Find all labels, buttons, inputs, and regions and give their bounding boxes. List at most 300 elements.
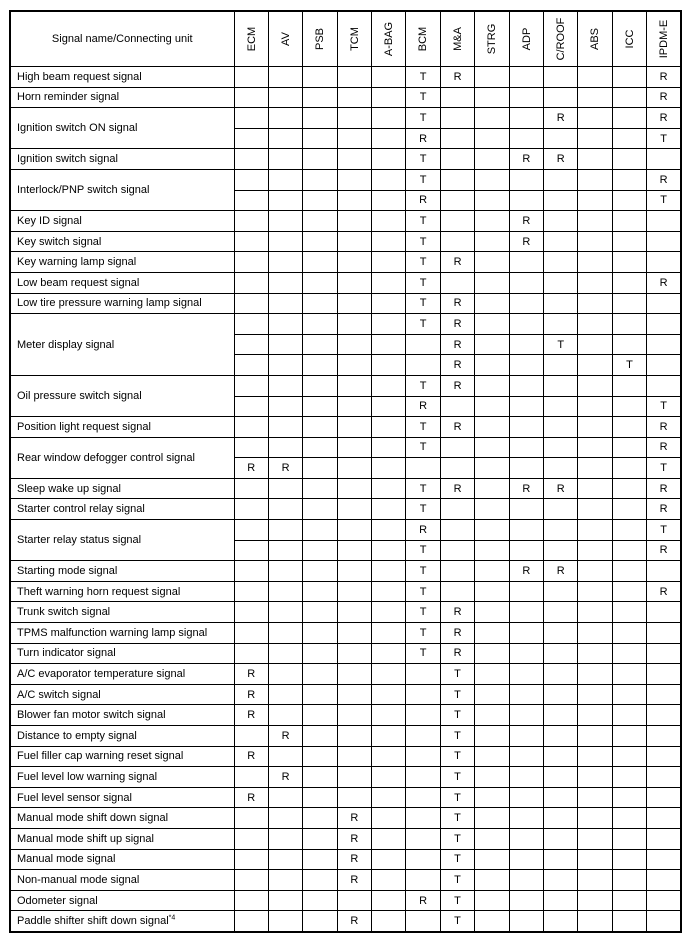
table-row xyxy=(10,67,681,88)
signal-cell xyxy=(440,540,474,561)
signal-cell xyxy=(337,726,371,747)
signal-cell xyxy=(544,437,578,458)
signal-cell xyxy=(544,890,578,911)
signal-cell xyxy=(578,417,612,438)
signal-cell xyxy=(337,499,371,520)
signal-cell xyxy=(303,211,337,232)
table-row xyxy=(10,561,681,582)
signal-cell: R xyxy=(647,87,681,108)
signal-cell xyxy=(578,108,612,129)
unit-header-abs xyxy=(578,11,612,67)
signal-cell xyxy=(372,787,406,808)
signal-cell: T xyxy=(406,252,440,273)
signal-cell xyxy=(268,643,302,664)
signal-cell xyxy=(234,643,268,664)
signal-cell xyxy=(475,602,509,623)
signal-cell: T xyxy=(406,643,440,664)
table-row xyxy=(10,808,681,829)
signal-cell: T xyxy=(406,623,440,644)
signal-name-cell xyxy=(10,684,234,705)
signal-name: Fuel level low warning signal xyxy=(17,770,158,783)
signal-cell xyxy=(509,767,543,788)
signal-cell xyxy=(612,684,646,705)
table-row xyxy=(10,602,681,623)
signal-name: Fuel filler cap warning reset signal xyxy=(17,750,184,763)
signal-cell xyxy=(544,726,578,747)
signal-cell xyxy=(612,149,646,170)
signal-cell: R xyxy=(440,355,474,376)
signal-cell: R xyxy=(440,602,474,623)
signal-cell xyxy=(578,746,612,767)
signal-name: Ignition switch ON signal xyxy=(17,122,138,135)
signal-cell xyxy=(372,355,406,376)
table-row xyxy=(10,375,681,396)
signal-cell xyxy=(578,705,612,726)
signal-cell xyxy=(509,581,543,602)
signal-cell: T xyxy=(406,602,440,623)
signal-cell xyxy=(268,293,302,314)
signal-cell xyxy=(509,520,543,541)
signal-cell xyxy=(337,664,371,685)
signal-cell xyxy=(509,890,543,911)
signal-cell xyxy=(337,169,371,190)
unit-header-c-roof xyxy=(544,11,578,67)
signal-cell: T xyxy=(440,849,474,870)
signal-cell xyxy=(544,355,578,376)
signal-cell: R xyxy=(440,334,474,355)
signal-name: A/C evaporator temperature signal xyxy=(17,668,186,681)
signal-cell xyxy=(578,169,612,190)
signal-cell xyxy=(578,314,612,335)
signal-cell: R xyxy=(509,211,543,232)
signal-cell xyxy=(234,128,268,149)
signal-cell xyxy=(406,334,440,355)
signal-cell xyxy=(303,664,337,685)
signal-cell xyxy=(372,623,406,644)
signal-cell xyxy=(647,664,681,685)
signal-name: Manual mode shift up signal xyxy=(17,832,154,845)
signal-cell: T xyxy=(647,458,681,479)
signal-cell xyxy=(612,293,646,314)
signal-cell xyxy=(268,375,302,396)
signal-cell xyxy=(647,252,681,273)
signal-cell xyxy=(509,355,543,376)
signal-cell xyxy=(234,231,268,252)
signal-cell xyxy=(612,375,646,396)
signal-cell xyxy=(475,520,509,541)
signal-cell xyxy=(475,746,509,767)
signal-cell xyxy=(612,767,646,788)
unit-header-label: ECM xyxy=(245,26,258,52)
signal-cell xyxy=(544,643,578,664)
signal-cell xyxy=(440,272,474,293)
signal-cell xyxy=(406,746,440,767)
signal-cell xyxy=(578,767,612,788)
signal-name: Non-manual mode signal xyxy=(17,873,140,886)
unit-header-label: BCM xyxy=(417,26,430,52)
signal-cell: R xyxy=(647,437,681,458)
signal-cell xyxy=(268,705,302,726)
signal-cell xyxy=(509,334,543,355)
signal-cell: R xyxy=(234,684,268,705)
signal-cell xyxy=(647,293,681,314)
signal-cell xyxy=(337,643,371,664)
signal-cell: R xyxy=(234,746,268,767)
signal-cell xyxy=(372,520,406,541)
signal-cell: R xyxy=(440,643,474,664)
signal-cell xyxy=(337,581,371,602)
signal-cell xyxy=(612,664,646,685)
signal-cell: T xyxy=(647,520,681,541)
signal-cell xyxy=(544,540,578,561)
signal-cell xyxy=(337,252,371,273)
signal-name: Distance to empty signal xyxy=(17,729,137,742)
signal-name: Sleep wake up signal xyxy=(17,482,121,495)
signal-cell: T xyxy=(440,911,474,932)
signal-cell xyxy=(578,643,612,664)
signal-cell xyxy=(268,808,302,829)
signal-cell: R xyxy=(544,478,578,499)
table-row xyxy=(10,623,681,644)
signal-cell xyxy=(647,808,681,829)
signal-cell xyxy=(612,602,646,623)
signal-cell xyxy=(578,684,612,705)
signal-cell xyxy=(337,128,371,149)
signal-cell xyxy=(303,314,337,335)
signal-cell xyxy=(372,458,406,479)
signal-cell xyxy=(578,437,612,458)
signal-cell xyxy=(475,396,509,417)
signal-cell xyxy=(578,890,612,911)
signal-cell xyxy=(475,211,509,232)
signal-cell xyxy=(303,499,337,520)
signal-cell xyxy=(303,643,337,664)
unit-header-label: IPDM-E xyxy=(658,19,671,59)
signal-cell xyxy=(268,169,302,190)
signal-cell: T xyxy=(440,870,474,891)
signal-name: Theft warning horn request signal xyxy=(17,585,181,598)
signal-cell xyxy=(612,890,646,911)
signal-cell: R xyxy=(440,417,474,438)
signal-cell xyxy=(440,396,474,417)
signal-cell xyxy=(475,314,509,335)
signal-name-cell xyxy=(10,726,234,747)
signal-cell xyxy=(475,375,509,396)
signal-cell: R xyxy=(234,664,268,685)
signal-cell xyxy=(372,911,406,932)
signal-cell: T xyxy=(440,684,474,705)
signal-cell xyxy=(303,169,337,190)
signal-cell: R xyxy=(406,396,440,417)
signal-cell xyxy=(234,767,268,788)
signal-cell xyxy=(372,561,406,582)
unit-header-label: PSB xyxy=(314,28,327,51)
signal-cell xyxy=(268,314,302,335)
signal-cell: R xyxy=(544,149,578,170)
signal-cell xyxy=(509,499,543,520)
signal-cell xyxy=(578,540,612,561)
signal-cell xyxy=(647,334,681,355)
signal-name-cell xyxy=(10,437,234,478)
signal-cell xyxy=(647,870,681,891)
signal-cell xyxy=(337,87,371,108)
table-row xyxy=(10,87,681,108)
signal-cell xyxy=(578,67,612,88)
signal-cell xyxy=(544,499,578,520)
signal-cell xyxy=(372,314,406,335)
signal-cell xyxy=(440,190,474,211)
signal-name-cell xyxy=(10,478,234,499)
signal-cell xyxy=(578,396,612,417)
signal-cell xyxy=(475,417,509,438)
signal-cell xyxy=(509,911,543,932)
signal-cell xyxy=(647,726,681,747)
signal-cell xyxy=(612,128,646,149)
signal-cell xyxy=(647,355,681,376)
signal-cell xyxy=(406,664,440,685)
signal-cell xyxy=(337,231,371,252)
signal-cell xyxy=(544,849,578,870)
signal-name: Horn reminder signal xyxy=(17,91,120,104)
signal-cell xyxy=(509,190,543,211)
signal-cell xyxy=(372,334,406,355)
signal-cell: T xyxy=(406,375,440,396)
signal-cell: T xyxy=(406,87,440,108)
signal-cell xyxy=(647,890,681,911)
signal-name-cell xyxy=(10,272,234,293)
signal-cell xyxy=(612,849,646,870)
signal-cell xyxy=(372,396,406,417)
signal-cell xyxy=(372,252,406,273)
signal-cell: R xyxy=(440,314,474,335)
signal-cell xyxy=(234,890,268,911)
signal-name: Starting mode signal xyxy=(17,565,118,578)
signal-cell: R xyxy=(440,252,474,273)
signal-cell: R xyxy=(440,293,474,314)
signal-cell xyxy=(440,169,474,190)
signal-cell xyxy=(578,478,612,499)
signal-cell xyxy=(475,128,509,149)
signal-cell xyxy=(303,108,337,129)
table-row xyxy=(10,684,681,705)
signal-cell xyxy=(475,272,509,293)
signal-name: Blower fan motor switch signal xyxy=(17,709,166,722)
signal-cell xyxy=(647,561,681,582)
signal-name-cell xyxy=(10,911,234,932)
signal-cell: T xyxy=(406,561,440,582)
signal-name: Manual mode signal xyxy=(17,853,116,866)
signal-cell xyxy=(234,870,268,891)
unit-header-tcm xyxy=(337,11,371,67)
signal-cell xyxy=(544,87,578,108)
table-row xyxy=(10,520,681,541)
signal-cell xyxy=(578,726,612,747)
unit-header-label: ICC xyxy=(623,29,636,49)
signal-cell xyxy=(372,705,406,726)
signal-cell xyxy=(647,911,681,932)
signal-cell xyxy=(372,808,406,829)
table-row xyxy=(10,108,681,129)
signal-cell xyxy=(544,705,578,726)
signal-name: Low tire pressure warning lamp signal xyxy=(17,297,202,310)
signal-cell xyxy=(612,437,646,458)
signal-cell xyxy=(612,705,646,726)
header-row xyxy=(10,11,681,67)
signal-cell xyxy=(440,499,474,520)
signal-cell xyxy=(544,458,578,479)
signal-cell xyxy=(406,458,440,479)
signal-cell xyxy=(303,417,337,438)
signal-cell xyxy=(234,252,268,273)
signal-cell xyxy=(509,458,543,479)
signal-name-cell xyxy=(10,746,234,767)
signal-cell xyxy=(612,67,646,88)
signal-cell xyxy=(303,272,337,293)
signal-cell xyxy=(303,911,337,932)
signal-cell xyxy=(268,870,302,891)
signal-name: Key ID signal xyxy=(17,214,82,227)
signal-cell xyxy=(509,169,543,190)
unit-header-av xyxy=(268,11,302,67)
signal-cell xyxy=(303,458,337,479)
signal-cell xyxy=(544,684,578,705)
signal-cell xyxy=(475,870,509,891)
signal-name: TPMS malfunction warning lamp signal xyxy=(17,626,208,639)
signal-cell: R xyxy=(440,375,474,396)
table-row xyxy=(10,272,681,293)
signal-cell xyxy=(268,581,302,602)
signal-cell xyxy=(268,190,302,211)
unit-header-psb xyxy=(303,11,337,67)
signal-name-cell xyxy=(10,664,234,685)
signal-cell xyxy=(234,334,268,355)
signal-cell xyxy=(268,128,302,149)
signal-cell xyxy=(337,437,371,458)
signal-cell xyxy=(234,561,268,582)
signal-cell xyxy=(406,828,440,849)
signal-cell xyxy=(234,499,268,520)
signal-cell: R xyxy=(440,623,474,644)
signal-cell xyxy=(372,664,406,685)
signal-cell xyxy=(234,911,268,932)
signal-name: Ignition switch signal xyxy=(17,153,118,166)
signal-cell xyxy=(234,314,268,335)
table-row xyxy=(10,870,681,891)
signal-cell xyxy=(268,252,302,273)
table-row xyxy=(10,252,681,273)
signal-cell xyxy=(406,911,440,932)
signal-cell xyxy=(337,334,371,355)
signal-cell xyxy=(337,272,371,293)
signal-cell xyxy=(303,149,337,170)
signal-cell xyxy=(475,231,509,252)
signal-cell xyxy=(303,87,337,108)
signal-cell xyxy=(268,623,302,644)
signal-cell: T xyxy=(406,581,440,602)
signal-cell xyxy=(612,190,646,211)
signal-cell xyxy=(406,870,440,891)
table-row xyxy=(10,726,681,747)
table-row xyxy=(10,664,681,685)
signal-cell xyxy=(337,190,371,211)
signal-cell xyxy=(612,314,646,335)
signal-cell xyxy=(475,643,509,664)
unit-header-label: AV xyxy=(279,32,292,46)
signal-cell xyxy=(268,67,302,88)
signal-cell xyxy=(268,355,302,376)
signal-cell: T xyxy=(406,540,440,561)
signal-name: Position light request signal xyxy=(17,420,151,433)
signal-cell: R xyxy=(647,581,681,602)
signal-name: Turn indicator signal xyxy=(17,647,116,660)
signal-cell xyxy=(372,684,406,705)
signal-cell xyxy=(475,684,509,705)
signal-cell xyxy=(509,128,543,149)
signal-cell xyxy=(337,561,371,582)
signal-cell: T xyxy=(406,437,440,458)
signal-cell xyxy=(475,808,509,829)
signal-cell xyxy=(612,252,646,273)
signal-cell: R xyxy=(406,190,440,211)
signal-cell: T xyxy=(647,396,681,417)
signal-cell xyxy=(578,911,612,932)
signal-cell xyxy=(544,911,578,932)
signal-cell xyxy=(303,190,337,211)
signal-cell xyxy=(578,623,612,644)
signal-cell xyxy=(475,664,509,685)
signal-cell xyxy=(440,561,474,582)
signal-cell: T xyxy=(406,478,440,499)
signal-cell xyxy=(612,396,646,417)
signal-cell: T xyxy=(647,128,681,149)
signal-cell: R xyxy=(509,561,543,582)
signal-cell: R xyxy=(647,169,681,190)
signal-cell xyxy=(647,787,681,808)
signal-cell xyxy=(268,272,302,293)
signal-cell xyxy=(544,67,578,88)
signal-cell xyxy=(337,705,371,726)
signal-cell xyxy=(544,828,578,849)
signal-cell xyxy=(612,870,646,891)
signal-cell xyxy=(268,911,302,932)
signal-cell xyxy=(475,890,509,911)
unit-header-label: A-BAG xyxy=(383,21,396,57)
signal-cell xyxy=(303,890,337,911)
signal-cell xyxy=(372,602,406,623)
signal-cell xyxy=(303,355,337,376)
signal-name: A/C switch signal xyxy=(17,688,101,701)
signal-name-cell xyxy=(10,705,234,726)
signal-cell: R xyxy=(337,828,371,849)
signal-cell xyxy=(475,726,509,747)
signal-cell xyxy=(612,561,646,582)
signal-cell xyxy=(268,478,302,499)
table-row xyxy=(10,169,681,190)
unit-header-a-bag xyxy=(372,11,406,67)
signal-cell: T xyxy=(440,746,474,767)
signal-cell xyxy=(372,870,406,891)
signal-cell: R xyxy=(234,787,268,808)
signal-cell xyxy=(440,520,474,541)
signal-cell xyxy=(268,211,302,232)
signal-cell xyxy=(268,540,302,561)
signal-name: Starter control relay signal xyxy=(17,503,145,516)
signal-cell xyxy=(578,602,612,623)
signal-cell: T xyxy=(406,149,440,170)
signal-cell xyxy=(337,293,371,314)
signal-cell xyxy=(612,540,646,561)
signal-cell xyxy=(612,911,646,932)
